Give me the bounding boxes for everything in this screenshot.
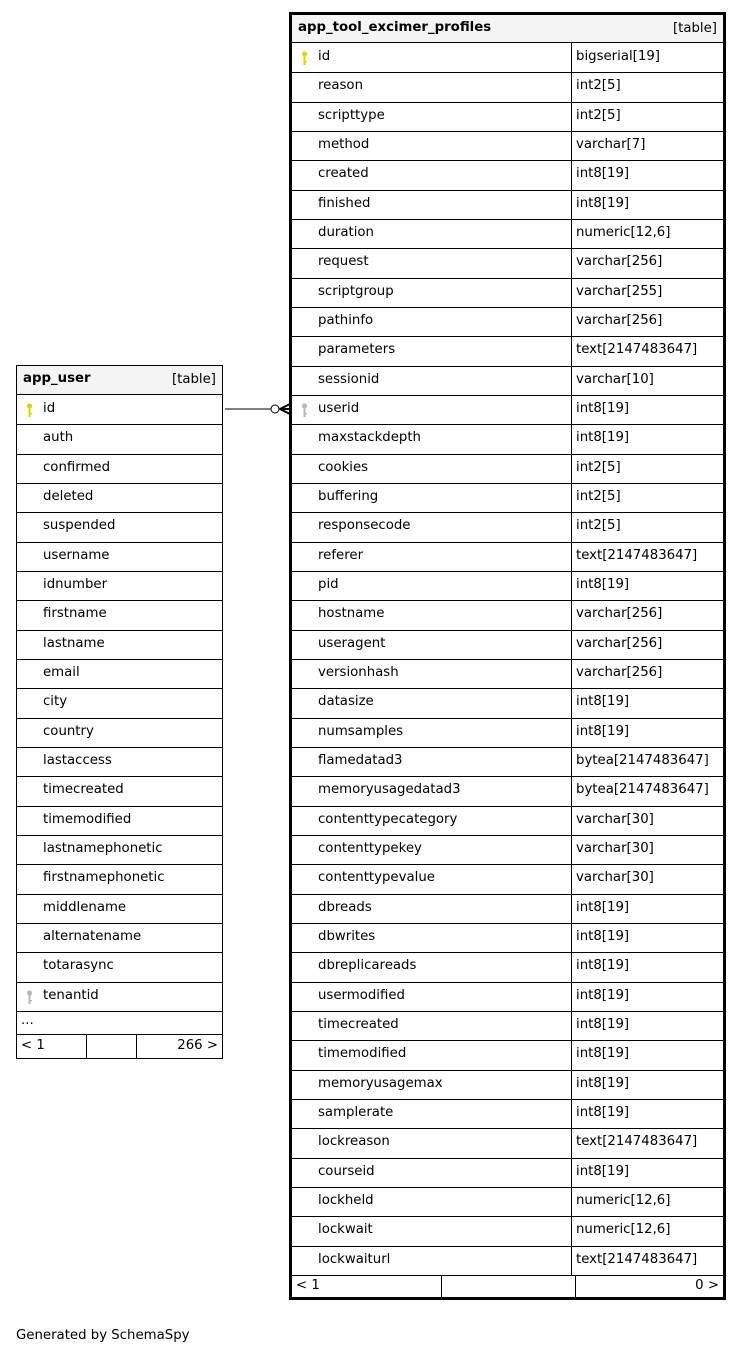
column-name: middlename (43, 899, 127, 915)
column-type: int8[19] (576, 1016, 630, 1032)
column-name: alternatename (43, 928, 142, 944)
column-name: timemodified (43, 811, 132, 827)
generated-by-caption: Generated by SchemaSpy (16, 1328, 190, 1343)
column-name: confirmed (43, 459, 111, 475)
column-name: usermodified (318, 987, 405, 1003)
column-name: email (43, 664, 80, 680)
column-name: memoryusagedatad3 (318, 782, 461, 798)
table-name: app_user (23, 371, 91, 386)
column-name: city (43, 694, 68, 710)
column-name: responsecode (318, 518, 411, 534)
column-name: auth (43, 430, 74, 446)
column-type: text[2147483647] (576, 342, 698, 358)
column-type: numeric[12,6] (576, 1192, 671, 1208)
column-name: referer (318, 547, 364, 563)
column-name: hostname (318, 606, 385, 622)
column-name: userid (318, 400, 360, 416)
column-type: int2[5] (576, 459, 621, 475)
children-count: 0 > (695, 1277, 719, 1293)
column-name: id (43, 401, 56, 416)
column-name: contenttypevalue (318, 870, 435, 886)
column-name: datasize (318, 694, 374, 710)
column-type: int8[19] (576, 1163, 630, 1179)
column-name: parameters (318, 342, 396, 358)
column-type: varchar[30] (576, 870, 654, 886)
column-type: int2[5] (576, 78, 621, 94)
column-name: useragent (318, 635, 386, 651)
column-name: courseid (318, 1163, 375, 1179)
column-type: text[2147483647] (576, 1251, 698, 1267)
column-name: idnumber (43, 576, 108, 592)
parents-count: < 1 (21, 1037, 45, 1053)
column-name: firstnamephonetic (43, 870, 165, 886)
column-name: dbreads (318, 899, 372, 915)
column-type: int8[19] (576, 1075, 630, 1091)
column-type: varchar[30] (576, 811, 654, 827)
column-name: reason (318, 78, 363, 94)
column-type: int8[19] (576, 400, 630, 416)
column-type: int8[19] (576, 723, 630, 739)
column-name: timecreated (43, 782, 124, 798)
column-name: pid (318, 576, 339, 592)
column-name: lastname (43, 635, 105, 651)
column-name: timecreated (318, 1016, 399, 1032)
column-type: numeric[12,6] (576, 1222, 671, 1238)
column-type: bytea[2147483647] (576, 782, 709, 798)
column-type: varchar[256] (576, 664, 663, 680)
table-kind: [table] (171, 372, 216, 387)
column-type: varchar[30] (576, 840, 654, 856)
column-name: tenantid (43, 987, 99, 1003)
column-type: varchar[10] (576, 371, 654, 387)
column-name: scripttype (318, 107, 385, 123)
column-name: scriptgroup (318, 283, 394, 299)
column-type: text[2147483647] (576, 1134, 698, 1150)
column-name: country (43, 723, 94, 739)
column-type: numeric[12,6] (576, 224, 671, 240)
column-type: int8[19] (576, 899, 630, 915)
parents-count: < 1 (296, 1277, 320, 1293)
column-name: numsamples (318, 723, 404, 739)
column-name: duration (318, 224, 374, 240)
column-type: varchar[256] (576, 606, 663, 622)
column-name: deleted (43, 488, 94, 504)
column-name: username (43, 547, 110, 563)
column-type: varchar[256] (576, 312, 663, 328)
column-name: contenttypecategory (318, 811, 458, 827)
column-name: finished (318, 195, 371, 211)
column-name: buffering (318, 488, 379, 504)
crow-foot-marker (280, 404, 290, 414)
column-type: int2[5] (576, 488, 621, 504)
column-name: lastaccess (43, 752, 112, 768)
column-type: int8[19] (576, 576, 630, 592)
column-type: int8[19] (576, 1104, 630, 1120)
column-name: request (318, 254, 369, 270)
column-name: cookies (318, 459, 369, 475)
column-name: memoryusagemax (318, 1075, 443, 1091)
column-type: int8[19] (576, 1046, 630, 1062)
column-type: int8[19] (576, 928, 630, 944)
column-name: lastnamephonetic (43, 840, 163, 856)
column-name: dbwrites (318, 928, 376, 944)
column-type: int8[19] (576, 430, 630, 446)
column-name: suspended (43, 518, 116, 534)
more-indicator: ... (21, 1012, 34, 1028)
column-type: varchar[7] (576, 136, 646, 152)
column-name: method (318, 136, 370, 152)
column-type: varchar[256] (576, 635, 663, 651)
column-name: firstname (43, 606, 107, 622)
column-type: bigserial[19] (576, 49, 660, 64)
column-type: text[2147483647] (576, 547, 698, 563)
column-name: samplerate (318, 1104, 394, 1120)
column-name: contenttypekey (318, 840, 422, 856)
children-count: 266 > (177, 1037, 218, 1053)
zero-optional-marker (271, 405, 279, 413)
column-type: int8[19] (576, 195, 630, 211)
column-name: dbreplicareads (318, 958, 417, 974)
column-type: int2[5] (576, 518, 621, 534)
column-name: versionhash (318, 664, 399, 680)
column-name: maxstackdepth (318, 430, 421, 446)
column-name: flamedatad3 (318, 752, 403, 768)
column-type: int8[19] (576, 694, 630, 710)
column-type: varchar[256] (576, 254, 663, 270)
column-name: lockwait (318, 1222, 373, 1238)
column-name: pathinfo (318, 312, 374, 328)
column-type: int2[5] (576, 107, 621, 123)
column-name: created (318, 166, 369, 182)
column-type: bytea[2147483647] (576, 752, 709, 768)
column-type: int8[19] (576, 166, 630, 182)
column-name: lockwaiturl (318, 1251, 391, 1267)
table-name: app_tool_excimer_profiles (298, 20, 492, 35)
column-name: timemodified (318, 1046, 407, 1062)
column-type: varchar[255] (576, 283, 663, 299)
column-name: lockreason (318, 1134, 390, 1150)
column-name: sessionid (318, 371, 380, 387)
column-name: lockheld (318, 1192, 374, 1208)
column-name: id (318, 49, 331, 64)
column-type: int8[19] (576, 987, 630, 1003)
table-kind: [table] (672, 21, 717, 36)
column-type: int8[19] (576, 958, 630, 974)
column-name: totarasync (43, 958, 114, 974)
